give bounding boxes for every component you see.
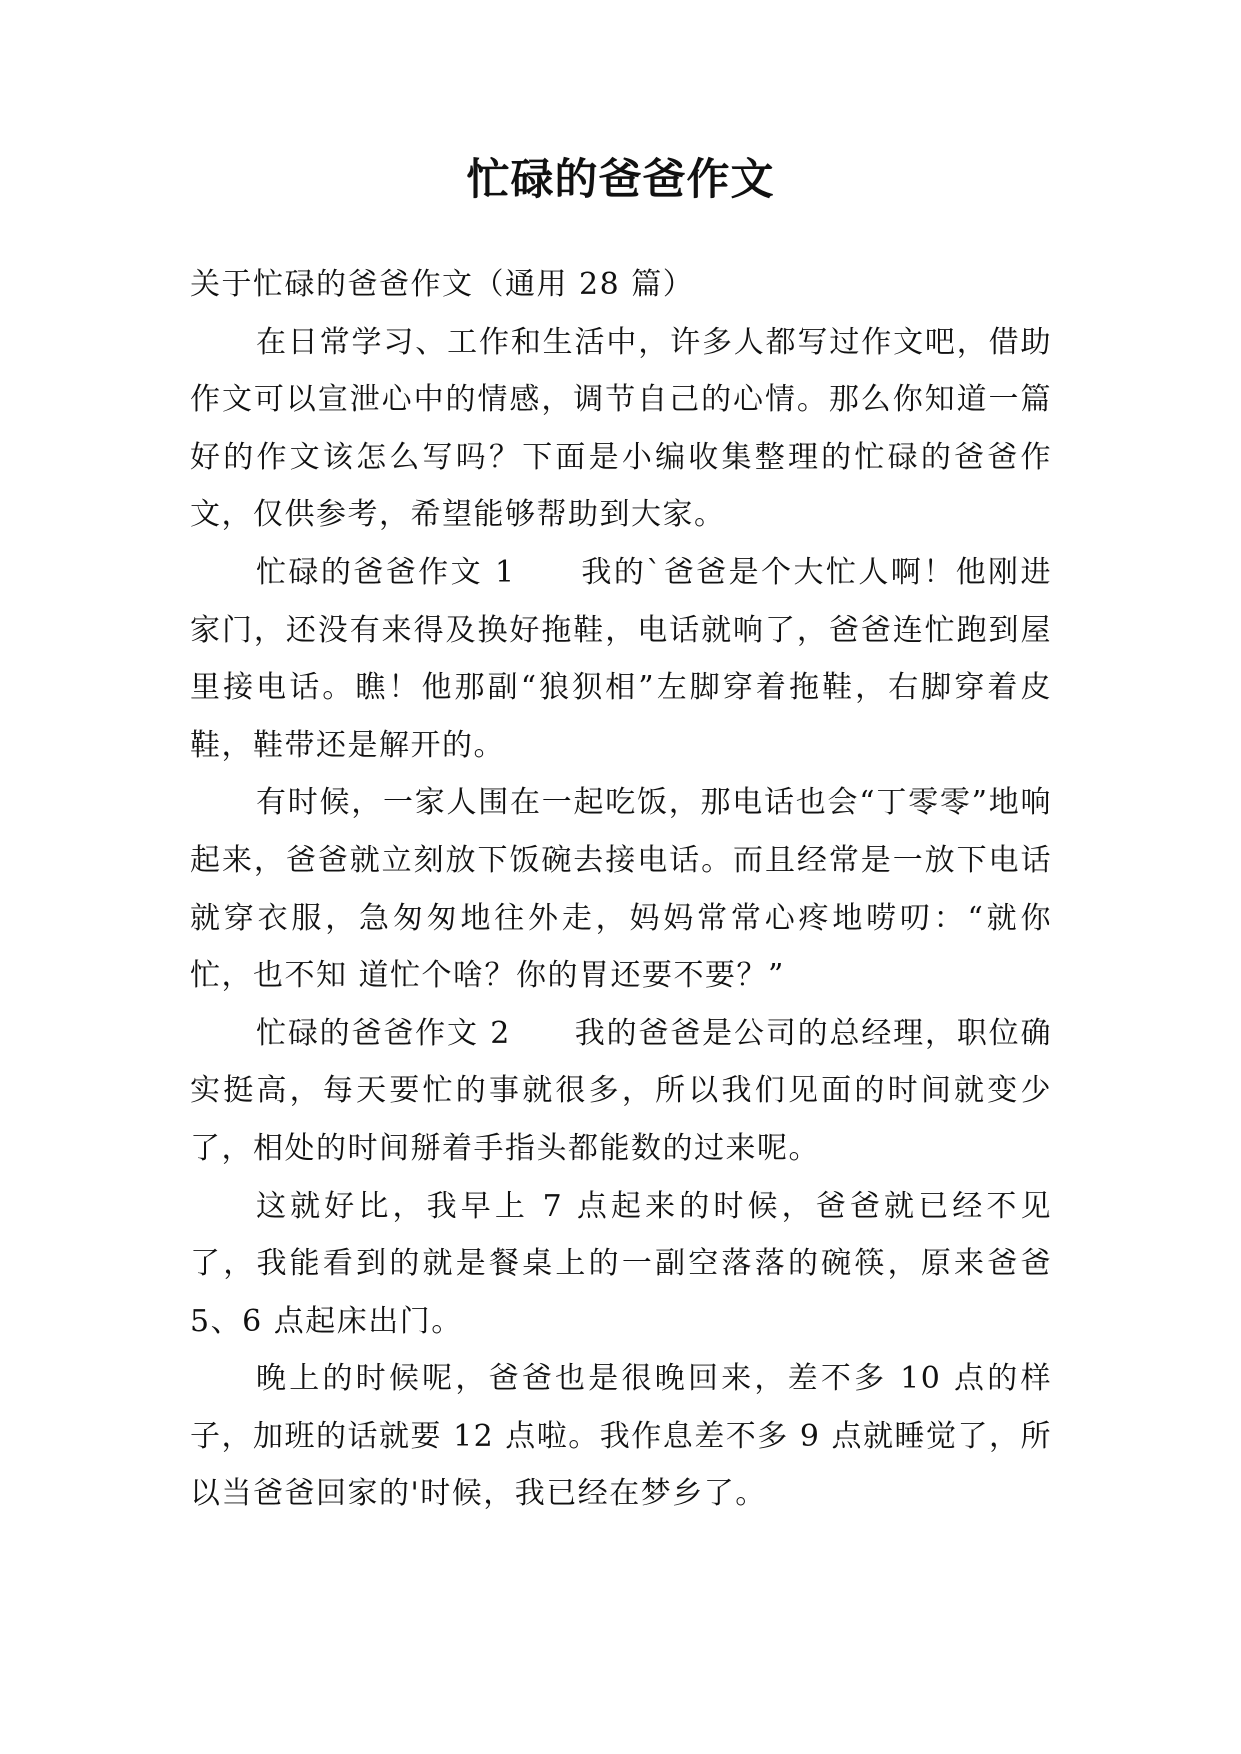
paragraph: 有时候，一家人围在一起吃饭，那电话也会“丁零零”地响起来，爸爸就立刻放下饭碗去接电话。而且经常是一放下电话就穿衣服，急匆匆地往外走，妈妈常常心疼地唠叨：“就你忙，也不知 道忙个啥？你的胃还要不要？”: [190, 785, 1052, 994]
document-body: [190, 256, 1052, 1523]
paragraph: 在日常学习、工作和生活中，许多人都写过作文吧，借助作文可以宣泄心中的情感，调节自己的心情。那么你知道一篇好的作文该怎么写吗？下面是小编收集整理的忙碌的爸爸作文，仅供参考，希望能够帮助到大家。: [190, 324, 1052, 533]
paragraph: 晚上的时候呢，爸爸也是很晚回来，差不多 10 点的样子，加班的话就要 12 点啦。我作息差不多 9 点就睡觉了，所以当爸爸回家的'时候，我已经在梦乡了。: [190, 1361, 1052, 1512]
paragraph: 忙碌的爸爸作文 1 我的`爸爸是个大忙人啊！他刚进家门，还没有来得及换好拖鞋，电话就响了，爸爸连忙跑到屋里接电话。瞧！他那副“狼狈相”左脚穿着拖鞋，右脚穿着皮鞋，鞋带还是解开的。: [190, 554, 1052, 763]
intro-heading: 关于忙碌的爸爸作文（通用 28 篇）: [190, 267, 695, 302]
document-title: 忙碌的爸爸作文: [466, 155, 775, 205]
paragraph: 忙碌的爸爸作文 2 我的爸爸是公司的总经理，职位确实挺高，每天要忙的事就很多，所以我们见面的时间就变少了，相处的时间掰着手指头都能数的过来呢。: [190, 1015, 1052, 1166]
paragraph: 这就好比，我早上 7 点起来的时候，爸爸就已经不见了，我能看到的就是餐桌上的一副空落落的碗筷，原来爸爸 5、6 点起床出门。: [190, 1188, 1052, 1339]
